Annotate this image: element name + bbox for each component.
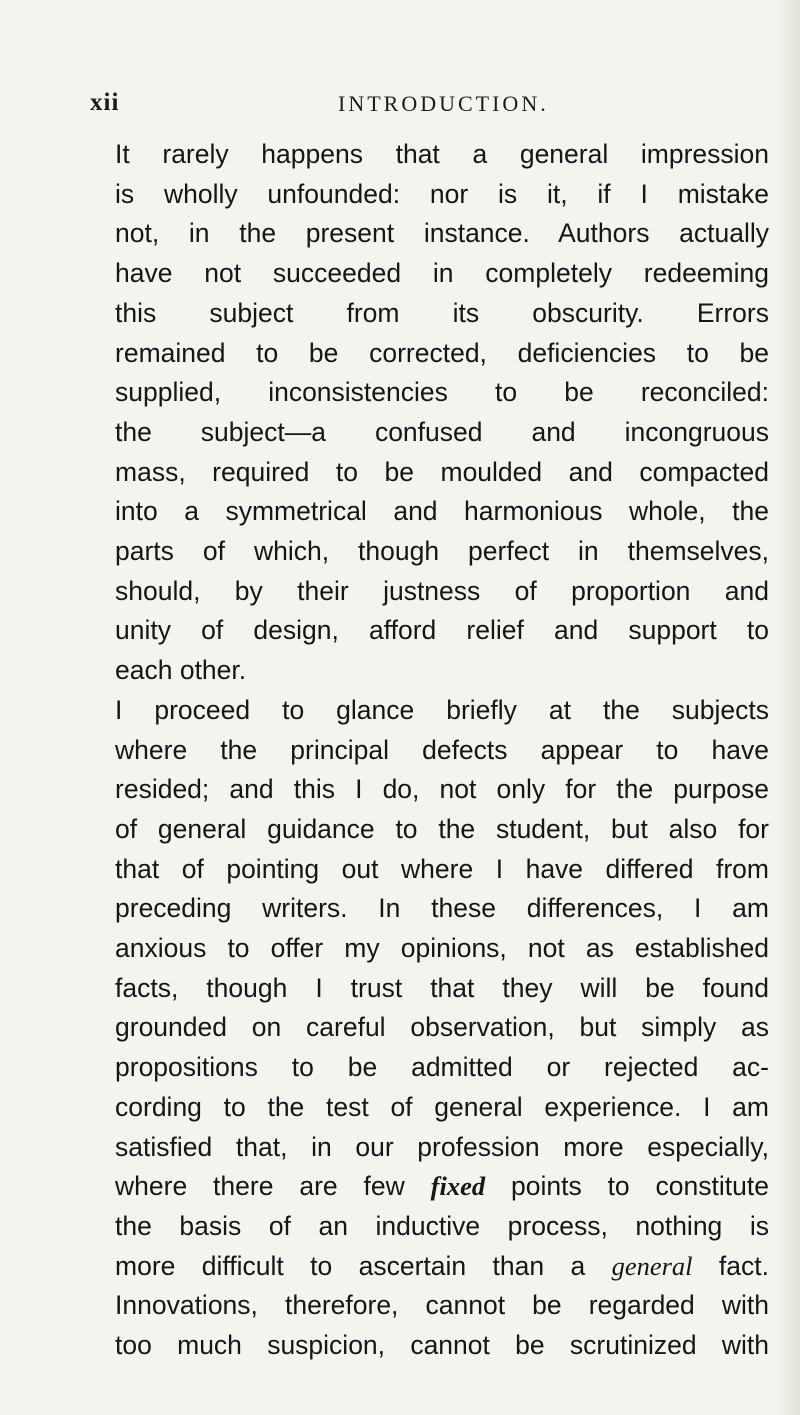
text-line: where the principal defects appear to have bbox=[115, 734, 769, 765]
page-header bbox=[0, 89, 800, 119]
text-line: cording to the test of general experience. I am bbox=[115, 1091, 769, 1122]
text-line: anxious to offer my opinions, not as established bbox=[115, 933, 769, 964]
text-line: preceding writers. In these differences, I am bbox=[115, 893, 769, 924]
text-line: the subject—a confused and incongruous bbox=[115, 416, 769, 447]
text-line: satisfied that, in our profession more especially, bbox=[115, 1131, 769, 1162]
italic-emphasis: fixed bbox=[430, 1171, 486, 1202]
text-line: into a symmetrical and harmonious whole, the bbox=[115, 496, 769, 527]
text-line: mass, required to be moulded and compacted bbox=[115, 456, 769, 487]
text-line: of general guidance to the student, but also for bbox=[115, 813, 769, 844]
text-line: remained to be corrected, deficiencies to be bbox=[115, 337, 769, 368]
text-line: should, by their justness of proportion and bbox=[115, 575, 769, 606]
text-line: supplied, inconsistencies to be reconciled: bbox=[115, 377, 769, 408]
text-line: I proceed to glance briefly at the subjects bbox=[115, 694, 769, 725]
text-line: is wholly unfounded: nor is it, if I mistake bbox=[115, 178, 769, 209]
text-line: It rarely happens that a general impression bbox=[115, 139, 769, 169]
text-line: resided; and this I do, not only for the purpose bbox=[115, 774, 769, 805]
text-segment: where there are few bbox=[115, 1171, 431, 1202]
text-line: this subject from its obscurity. Errors bbox=[115, 297, 769, 328]
paragraph-1 bbox=[87, 135, 769, 691]
text-line: each other. bbox=[115, 655, 247, 686]
text-line: the basis of an inductive process, nothing is bbox=[115, 1210, 769, 1241]
text-segment: points to constitute bbox=[485, 1171, 769, 1202]
text-line: unity of design, afford relief and support to bbox=[115, 615, 769, 646]
text-segment: fact. bbox=[692, 1250, 769, 1281]
body-text bbox=[87, 135, 769, 1366]
text-line: have not succeeded in completely redeeming bbox=[115, 258, 769, 289]
text-line-with-italic bbox=[87, 1247, 769, 1287]
text-line: grounded on careful observation, but simply as bbox=[115, 1012, 769, 1043]
text-line: Innovations, therefore, cannot be regarded with bbox=[115, 1290, 769, 1321]
text-line: facts, though I trust that they will be found bbox=[115, 972, 769, 1003]
page-number: xii bbox=[90, 89, 120, 116]
text-line-with-italic bbox=[87, 1167, 769, 1207]
running-head: INTRODUCTION. bbox=[338, 91, 549, 116]
paragraph-2 bbox=[87, 691, 769, 1366]
text-line: that of pointing out where I have differed from bbox=[115, 853, 769, 884]
italic-emphasis: general bbox=[611, 1250, 693, 1281]
text-line: too much suspicion, cannot be scrutinized with bbox=[115, 1330, 769, 1361]
text-line: propositions to be admitted or rejected ac- bbox=[115, 1052, 769, 1083]
text-line: parts of which, though perfect in themselves, bbox=[115, 536, 769, 567]
text-line: not, in the present instance. Authors actually bbox=[115, 218, 769, 249]
text-segment: more difficult to ascertain than a bbox=[115, 1250, 612, 1281]
page-edge-shadow bbox=[778, 0, 800, 1415]
